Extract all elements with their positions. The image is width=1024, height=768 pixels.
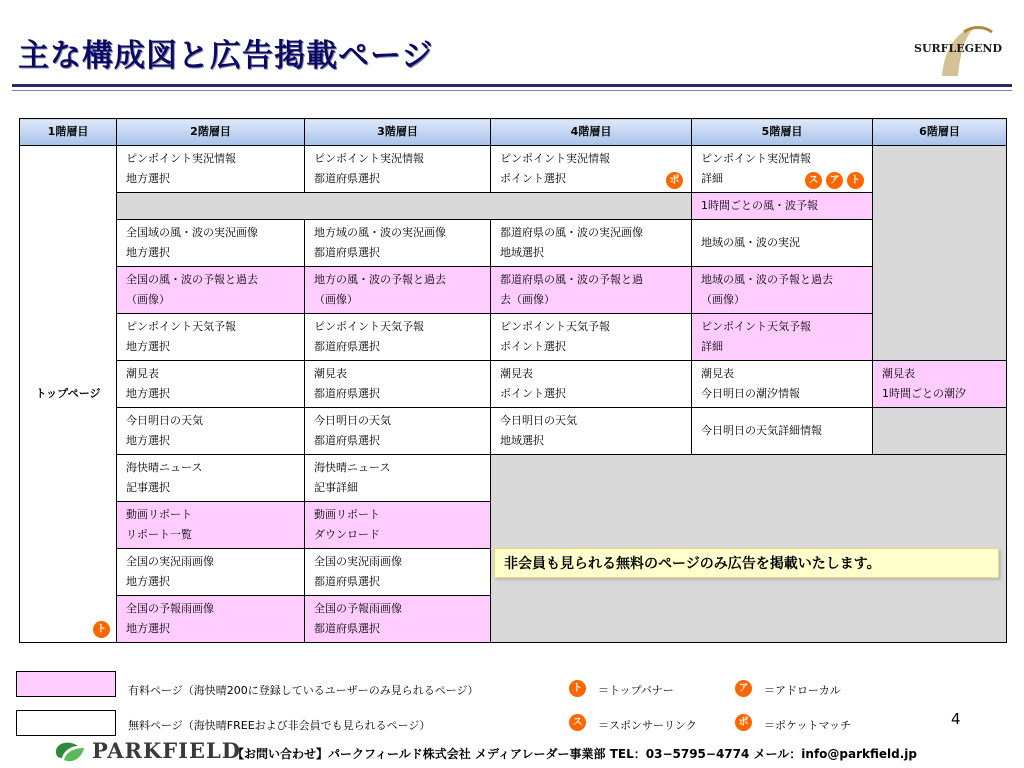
page-title: 主な構成図と広告掲載ページ xyxy=(18,38,434,74)
top-banner-badge-icon: ト xyxy=(847,172,864,189)
table-row xyxy=(20,314,1007,361)
table-cell: 全国の風・波の予報と過去 （画像） xyxy=(117,267,305,314)
table-cell: ピンポイント天気予報 地方選択 xyxy=(117,314,305,361)
table-cell: 今日明日の天気 地方選択 xyxy=(117,408,305,455)
table-cell: ピンポイント実況情報 ポイント選択 ポ xyxy=(491,146,692,193)
footer xyxy=(0,736,1024,768)
top-page-cell xyxy=(20,146,117,643)
table-row xyxy=(20,193,1007,220)
pocket-match-legend-label: ＝ポケットマッチ xyxy=(764,719,852,732)
sponsor-link-badge-icon: ス xyxy=(569,714,586,731)
table-cell: 全国の実況雨画像 地方選択 xyxy=(117,549,305,596)
table-cell: 地域の風・波の実況 xyxy=(692,220,873,267)
table-cell: 海快晴ニュース 記事詳細 xyxy=(305,455,491,502)
title-rule xyxy=(12,84,1012,87)
table-row xyxy=(20,361,1007,408)
table-cell: 今日明日の天気詳細情報 xyxy=(692,408,873,455)
logo-text: SURFLEGEND xyxy=(914,42,1002,55)
table-cell: 全国の予報雨画像 地方選択 xyxy=(117,596,305,643)
empty-cell xyxy=(117,193,692,220)
top-banner-badge-icon: ト xyxy=(569,680,586,697)
table-cell: 1時間ごとの風・波予報 xyxy=(692,193,873,220)
ad-local-badge-icon: ア xyxy=(735,680,752,697)
table-cell: 今日明日の天気 都道府県選択 xyxy=(305,408,491,455)
title-rule-thin xyxy=(12,90,1012,91)
table-cell: 潮見表 今日明日の潮汐情報 xyxy=(692,361,873,408)
table-cell: 都道府県の風・波の実況画像 地域選択 xyxy=(491,220,692,267)
sponsor-link-badge-icon: ス xyxy=(805,172,822,189)
top-banner-badge-icon: ト xyxy=(93,621,110,638)
table-cell: 地方域の風・波の実況画像 都道府県選択 xyxy=(305,220,491,267)
table-cell: 全国域の風・波の実況画像 地方選択 xyxy=(117,220,305,267)
table-cell: ピンポイント実況情報 詳細 ス ア ト xyxy=(692,146,873,193)
parkfield-leaf-icon xyxy=(52,738,88,766)
page-number: 4 xyxy=(951,710,961,728)
pocket-match-badge-icon: ポ xyxy=(666,172,683,189)
parkfield-logo-text: PARKFIELD xyxy=(92,738,241,763)
table-header-row xyxy=(20,119,1007,146)
table-cell: 地方の風・波の予報と過去 （画像） xyxy=(305,267,491,314)
table-row xyxy=(20,220,1007,267)
table-cell: 潮見表 地方選択 xyxy=(117,361,305,408)
sponsor-link-legend-label: ＝スポンサーリンク xyxy=(598,719,697,732)
free-legend-swatch xyxy=(16,710,116,736)
paid-legend-swatch xyxy=(16,671,116,697)
table-cell: 動画リポート ダウンロード xyxy=(305,502,491,549)
table-row xyxy=(20,455,1007,502)
table-cell: 全国の予報雨画像 都道府県選択 xyxy=(305,596,491,643)
table-row xyxy=(20,267,1007,314)
header-cell: 5階層目 xyxy=(692,119,873,146)
top-banner-legend-label: ＝トップバナー xyxy=(598,684,674,697)
surflegend-logo xyxy=(914,22,1002,78)
table-cell: ピンポイント実況情報 都道府県選択 xyxy=(305,146,491,193)
table-cell: ピンポイント天気予報 都道府県選択 xyxy=(305,314,491,361)
ad-local-legend-label: ＝アドローカル xyxy=(764,684,841,697)
pocket-match-badge-icon: ポ xyxy=(735,714,752,731)
contact-info: 【お問い合わせ】パークフィールド株式会社 メディアレーダー事業部 TEL：03−5795−4774 メール：info@parkfield.jp xyxy=(232,747,917,761)
table-cell: 潮見表 都道府県選択 xyxy=(305,361,491,408)
table-cell: ピンポイント天気予報 詳細 xyxy=(692,314,873,361)
empty-cell xyxy=(873,146,1007,361)
header-cell: 4階層目 xyxy=(491,119,692,146)
table-cell: 海快晴ニュース 記事選択 xyxy=(117,455,305,502)
table-cell: 今日明日の天気 地域選択 xyxy=(491,408,692,455)
free-legend-label: 無料ページ（海快晴FREEおよび非会員でも見られるページ） xyxy=(128,719,431,732)
table-cell: ピンポイント実況情報 地方選択 xyxy=(117,146,305,193)
paid-legend-label: 有料ページ（海快晴200に登録しているユーザーのみ見られるページ） xyxy=(128,684,479,697)
empty-cell xyxy=(873,408,1007,455)
table-cell: ピンポイント天気予報 ポイント選択 xyxy=(491,314,692,361)
table-row xyxy=(20,408,1007,455)
header-cell: 2階層目 xyxy=(117,119,305,146)
table-cell: 全国の実況雨画像 都道府県選択 xyxy=(305,549,491,596)
table-row xyxy=(20,146,1007,193)
header-cell: 6階層目 xyxy=(873,119,1007,146)
table-cell: 地域の風・波の予報と過去 （画像） xyxy=(692,267,873,314)
ad-local-badge-icon: ア xyxy=(826,172,843,189)
top-page-label: トップページ xyxy=(35,387,101,400)
header-cell: 3階層目 xyxy=(305,119,491,146)
table-cell: 潮見表 1時間ごとの潮汐 xyxy=(873,361,1007,408)
table-cell: 都道府県の風・波の予報と過 去（画像） xyxy=(491,267,692,314)
table-cell: 動画リポート リポート一覧 xyxy=(117,502,305,549)
ad-notice: 非会員も見られる無料のページのみ広告を掲載いたします。 xyxy=(494,548,999,578)
table-cell: 潮見表 ポイント選択 xyxy=(491,361,692,408)
header-cell: 1階層目 xyxy=(20,119,117,146)
